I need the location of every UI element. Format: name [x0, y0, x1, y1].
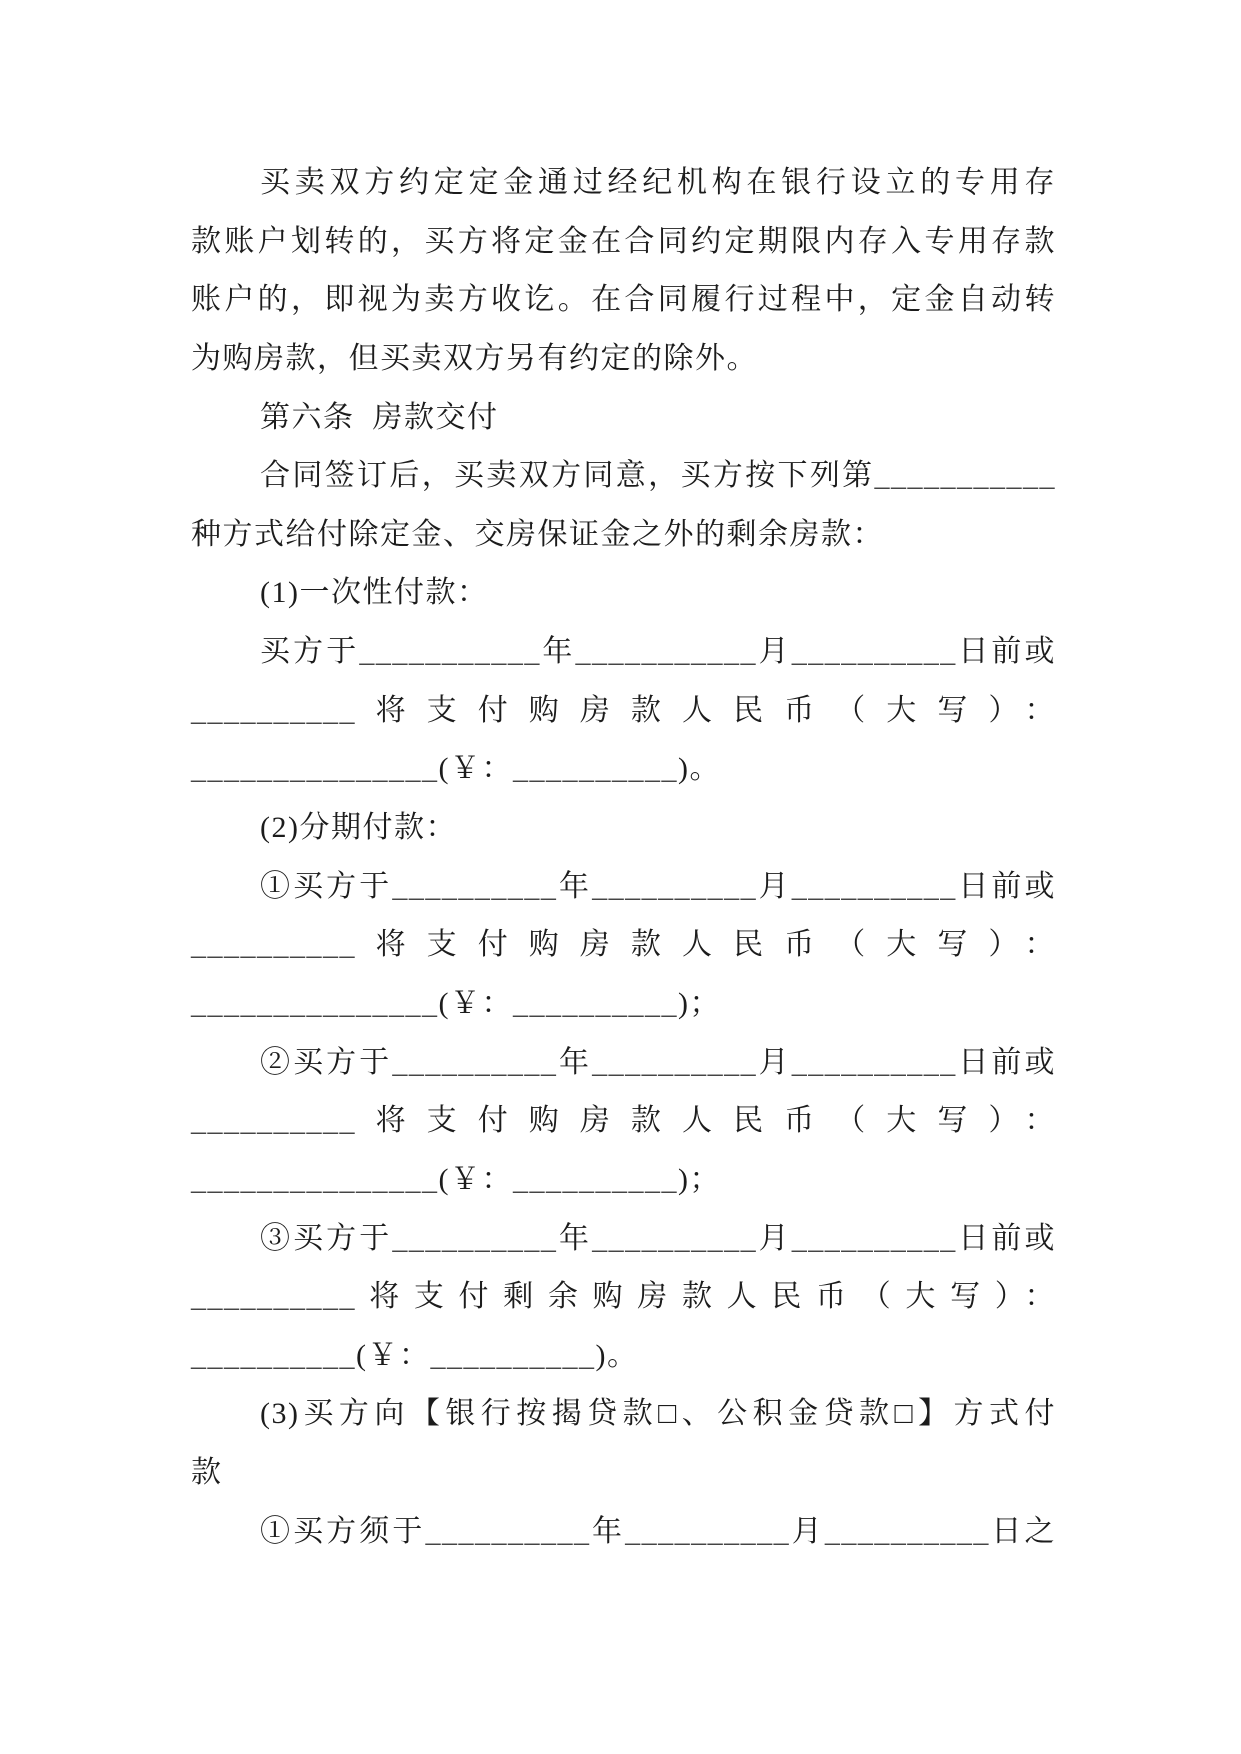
- payment-method-line: [191, 447, 1056, 506]
- amount-figures-close: )；: [678, 986, 721, 1020]
- alternative-deadline-blank: __________: [191, 928, 356, 962]
- amount-in-figures-blank: __________: [513, 1162, 678, 1196]
- year-blank: __________: [425, 1514, 591, 1548]
- installment-amount-words-line: [191, 1268, 1056, 1327]
- day-blank: __________: [791, 635, 957, 669]
- day-blank: __________: [791, 1045, 957, 1079]
- installment-amount-words-line: [191, 1092, 1056, 1151]
- amount-in-words-label: 将支付购房款人民币（大写）：: [356, 1104, 1056, 1138]
- amount-in-figures-blank: __________: [430, 1338, 596, 1372]
- year-blank: __________: [392, 1045, 558, 1079]
- amount-figures-close: )。: [678, 752, 721, 786]
- loan-option-title: (3)买方向【银行按揭贷款□、公积金贷款□】方式付: [260, 1397, 1056, 1431]
- loan-step-prefix: ①买方须于: [260, 1514, 426, 1548]
- alternative-deadline-blank: __________: [191, 1280, 356, 1314]
- deposit-paragraph-line: 为购房款，但买卖双方另有约定的除外。: [191, 341, 758, 375]
- deposit-paragraph-line: 买卖双方约定定金通过经纪机构在银行设立的专用存: [260, 166, 1056, 199]
- month-blank: ___________: [575, 635, 758, 669]
- month-label: 月: [790, 1514, 825, 1548]
- month-blank: __________: [592, 1045, 758, 1079]
- payment-method-number-blank: ___________: [874, 459, 1056, 493]
- contract-body: [191, 154, 1056, 1561]
- month-blank: __________: [625, 1514, 791, 1548]
- installment-title: (2)分期付款：: [260, 811, 457, 845]
- month-label: 月: [757, 1221, 792, 1255]
- amount-figures-open: (￥：: [356, 1338, 431, 1372]
- day-label: 日前或: [956, 1221, 1057, 1255]
- month-label: 月: [757, 1045, 792, 1079]
- amount-in-words-label: 将支付剩余购房款人民币（大写）：: [356, 1280, 1056, 1314]
- alternative-deadline-blank: __________: [191, 1104, 356, 1138]
- amount-in-words-label: 将支付购房款人民币（大写）：: [356, 928, 1056, 962]
- deposit-paragraph-line: 款账户划转的，买方将定金在合同约定期限内存入专用存款: [191, 224, 1056, 258]
- lump-sum-date-line: [191, 623, 1056, 682]
- amount-figures-close: )；: [678, 1162, 721, 1196]
- alternative-deadline-blank: __________: [191, 693, 356, 727]
- day-label: 日前或: [956, 635, 1057, 669]
- deposit-paragraph-line: 账户的，即视为卖方收讫。在合同履行过程中，定金自动转: [191, 283, 1056, 317]
- year-blank: __________: [392, 1221, 558, 1255]
- installment-prefix: ①买方于: [260, 869, 393, 903]
- day-label: 日前或: [956, 1045, 1057, 1079]
- installment-amount-figures-line: [191, 1327, 1056, 1386]
- payment-method-text: 合同签订后，买卖双方同意，买方按下列第: [260, 459, 875, 493]
- year-label: 年: [540, 635, 576, 669]
- month-label: 月: [757, 869, 792, 903]
- month-label: 月: [757, 635, 792, 669]
- amount-figures-open: (￥：: [438, 986, 513, 1020]
- installment-date-line: [191, 858, 1056, 917]
- loan-step-date-line: [191, 1503, 1056, 1562]
- day-label: 日之: [989, 1514, 1057, 1548]
- month-blank: __________: [592, 1221, 758, 1255]
- amount-in-words-label: 将支付购房款人民币（大写）：: [356, 693, 1056, 727]
- year-blank: __________: [392, 869, 558, 903]
- year-label: 年: [590, 1514, 626, 1548]
- amount-in-figures-blank: __________: [513, 986, 678, 1020]
- year-label: 年: [557, 1045, 593, 1079]
- day-label: 日前或: [956, 869, 1057, 903]
- year-label: 年: [557, 869, 593, 903]
- month-blank: __________: [592, 869, 758, 903]
- year-blank: ___________: [359, 635, 541, 669]
- amount-in-words-blank: __________: [191, 1338, 356, 1372]
- installment-amount-words-line: [191, 916, 1056, 975]
- amount-in-words-blank: _______________: [191, 986, 439, 1020]
- installment-prefix: ③买方于: [260, 1221, 393, 1255]
- amount-figures-open: (￥：: [438, 752, 513, 786]
- installment-amount-figures-line: [191, 1151, 1056, 1210]
- amount-figures-open: (￥：: [438, 1162, 513, 1196]
- day-blank: __________: [824, 1514, 990, 1548]
- amount-in-words-blank: _______________: [191, 752, 439, 786]
- amount-in-words-blank: _______________: [191, 1162, 439, 1196]
- lump-sum-amount-words-line: [191, 682, 1056, 741]
- loan-option-title: 款: [191, 1456, 223, 1490]
- amount-figures-close: )。: [595, 1338, 639, 1372]
- payment-prefix: 买方于: [260, 635, 360, 669]
- day-blank: __________: [791, 869, 957, 903]
- amount-in-figures-blank: __________: [513, 752, 678, 786]
- day-blank: __________: [791, 1221, 957, 1255]
- installment-date-line: [191, 1034, 1056, 1093]
- installment-date-line: [191, 1210, 1056, 1269]
- year-label: 年: [557, 1221, 593, 1255]
- lump-sum-title: (1)一次性付款：: [260, 576, 489, 610]
- lump-sum-amount-figures-line: [191, 740, 1056, 799]
- payment-method-line: 种方式给付除定金、交房保证金之外的剩余房款：: [191, 517, 884, 551]
- installment-amount-figures-line: [191, 975, 1056, 1034]
- installment-prefix: ②买方于: [260, 1045, 393, 1079]
- article-heading: 第六条 房款交付: [260, 400, 499, 434]
